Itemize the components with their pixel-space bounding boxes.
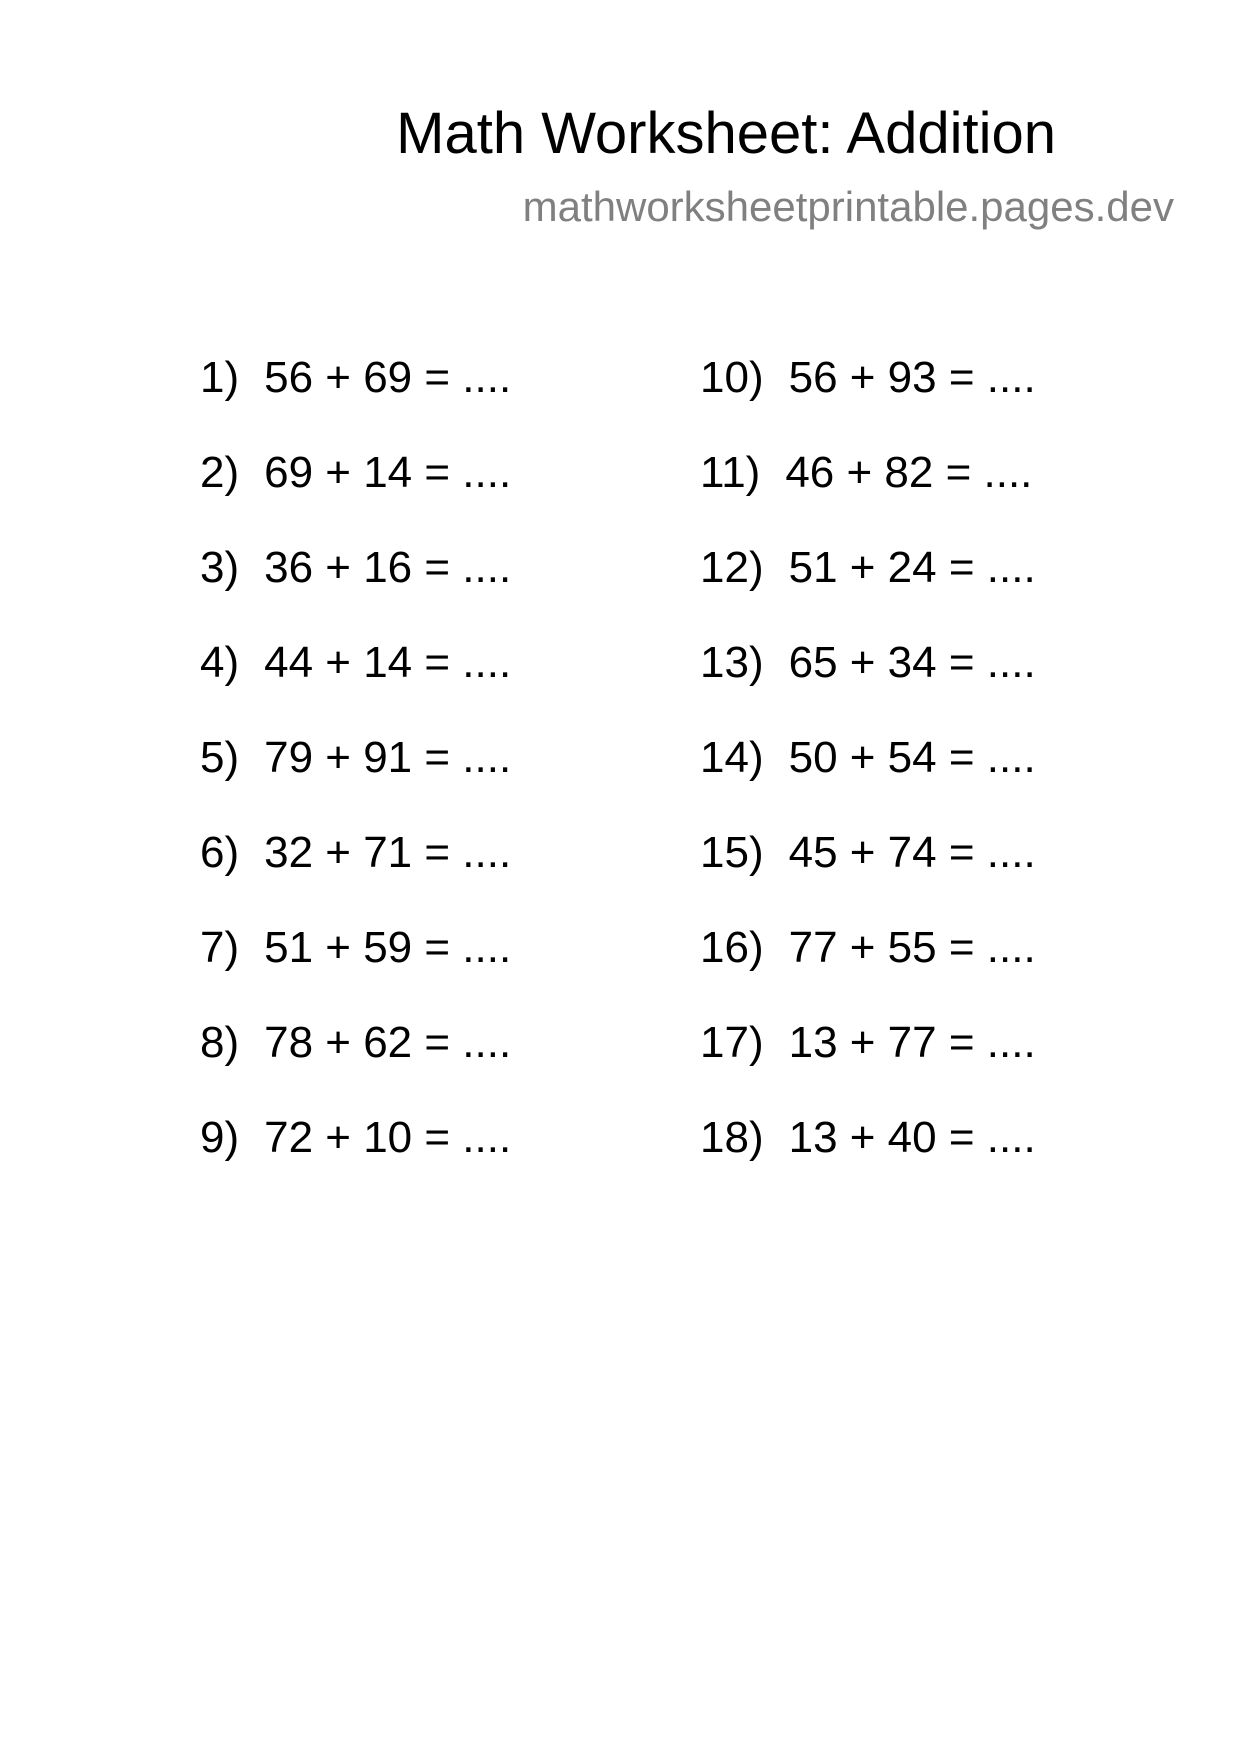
problem-number: 2) <box>200 448 240 497</box>
problem-number: 3) <box>200 543 240 592</box>
problem-number: 1) <box>200 353 240 402</box>
problem-number: 9) <box>200 1113 240 1162</box>
problem-item <box>200 352 700 447</box>
problem-expression: 51 + 59 = .... <box>264 923 512 972</box>
problem-number: 15) <box>700 828 764 877</box>
problem-expression: 56 + 93 = .... <box>788 353 1036 402</box>
problem-number: 8) <box>200 1018 240 1067</box>
problem-item <box>700 637 1200 732</box>
problem-number: 17) <box>700 1018 764 1067</box>
problem-number: 6) <box>200 828 240 877</box>
problem-item <box>200 827 700 922</box>
problem-item <box>200 1017 700 1112</box>
problem-expression: 50 + 54 = .... <box>788 733 1036 782</box>
problem-expression: 32 + 71 = .... <box>264 828 512 877</box>
problem-expression: 56 + 69 = .... <box>264 353 512 402</box>
problem-item <box>200 637 700 732</box>
problem-expression: 13 + 77 = .... <box>788 1018 1036 1067</box>
problem-expression: 79 + 91 = .... <box>264 733 512 782</box>
problem-expression: 13 + 40 = .... <box>788 1113 1036 1162</box>
problem-column-right <box>700 352 1200 1207</box>
problem-expression: 36 + 16 = .... <box>264 543 512 592</box>
problem-number: 10) <box>700 353 764 402</box>
problem-expression: 51 + 24 = .... <box>788 543 1036 592</box>
problem-item <box>200 1112 700 1207</box>
problem-expression: 69 + 14 = .... <box>264 448 512 497</box>
page-title: Math Worksheet: Addition <box>396 101 1056 166</box>
problem-item <box>200 922 700 1017</box>
problem-expression: 45 + 74 = .... <box>788 828 1036 877</box>
problem-expression: 77 + 55 = .... <box>788 923 1036 972</box>
problem-item <box>200 732 700 827</box>
problem-expression: 65 + 34 = .... <box>788 638 1036 687</box>
problem-number: 7) <box>200 923 240 972</box>
site-url: mathworksheetprintable.pages.dev <box>522 183 1174 230</box>
problem-item <box>700 447 1200 542</box>
problem-expression: 78 + 62 = .... <box>264 1018 512 1067</box>
problem-expression: 44 + 14 = .... <box>264 638 512 687</box>
problem-item <box>700 922 1200 1017</box>
problem-number: 14) <box>700 733 764 782</box>
problem-column-left <box>200 352 700 1207</box>
problem-number: 13) <box>700 638 764 687</box>
problem-item <box>700 827 1200 922</box>
problem-item <box>700 352 1200 447</box>
problem-item <box>200 447 700 542</box>
problem-number: 4) <box>200 638 240 687</box>
problem-expression: 46 + 82 = .... <box>785 448 1033 497</box>
problem-number: 5) <box>200 733 240 782</box>
problem-item <box>200 542 700 637</box>
problem-item <box>700 732 1200 827</box>
problem-number: 16) <box>700 923 764 972</box>
problem-number: 18) <box>700 1113 764 1162</box>
problem-item <box>700 542 1200 637</box>
problem-number: 11) <box>700 448 761 497</box>
problem-number: 12) <box>700 543 764 592</box>
problem-expression: 72 + 10 = .... <box>264 1113 512 1162</box>
problem-item <box>700 1017 1200 1112</box>
problem-item <box>700 1112 1200 1207</box>
